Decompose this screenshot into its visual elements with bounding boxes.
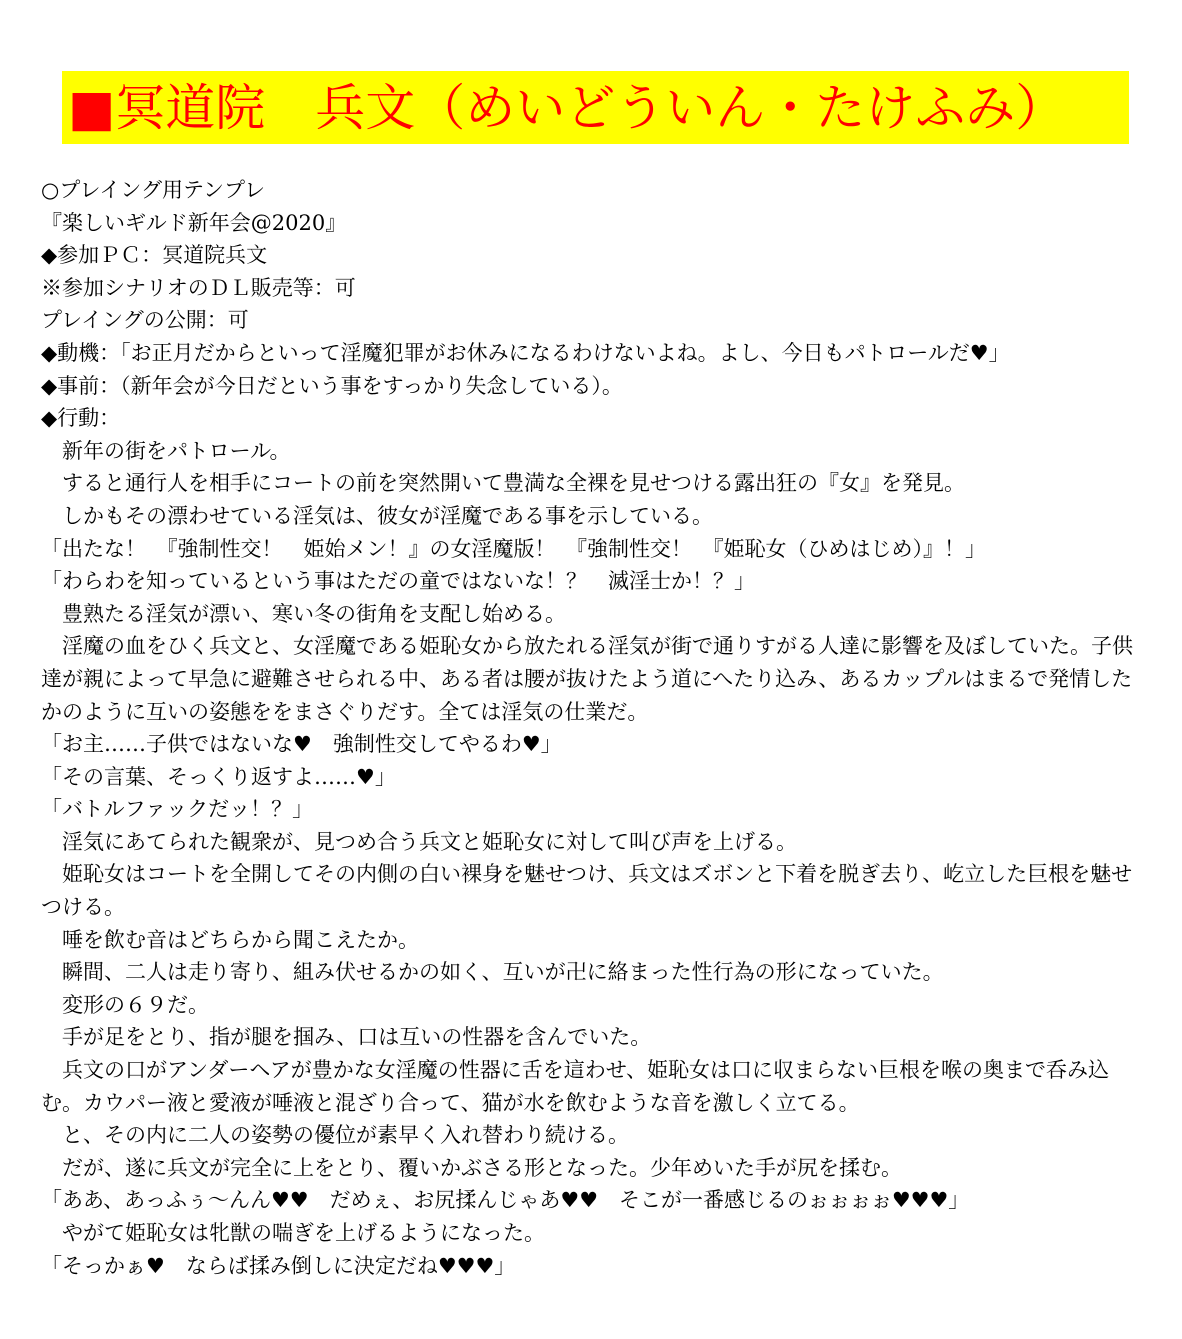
page-title: 冥道院 兵文（めいどういん・たけふみ） (115, 78, 1066, 137)
text-line: ◆参加ＰＣ：冥道院兵文 (41, 243, 268, 268)
text-line: やがて姫恥女は牝獣の喘ぎを上げるようになった。 (41, 1221, 545, 1245)
text-line: 淫魔の血をひく兵文と、女淫魔である姫恥女から放たれる淫気が街で通りすがる人達に影響を及ぼしていた。子供達が親によって早急に避難させられる中、ある者は腰が抜けたよう道にへたり込み、あるカップルはまるで発情したかのように互いの姿態ををまさぐりだす。全ては淫気の仕業だ。 (41, 634, 1133, 724)
text-line: 変形の６９だ。 (41, 992, 209, 1017)
text-line: ○プレイング用テンプレ (41, 178, 266, 202)
red-square-icon: ■ (68, 78, 116, 137)
text-line: 「わらわを知っているという事はただの童ではないな！？ 滅淫士か！？」 (41, 569, 755, 594)
text-line: しかもその漂わせている淫気は、彼女が淫魔である事を示している。 (41, 503, 713, 528)
text-line: 豊熟たる淫気が漂い、寒い冬の街角を支配し始める。 (41, 601, 566, 626)
text-line: 「ああ、あっふぅ～んん♥♥ だめぇ、お尻揉んじゃあ♥♥ そこが一番感じるのぉぉぉぉ♥♥♥」 (41, 1188, 970, 1213)
text-line: すると通行人を相手にコートの前を突然開いて豊満な全裸を見せつける露出狂の『女』を発見。 (41, 471, 965, 496)
document-body (41, 174, 1145, 1334)
text-line: だが、遂に兵文が完全に上をとり、覆いかぶさる形となった。少年めいた手が尻を揉む。 (41, 1155, 902, 1180)
text-line: 手が足をとり、指が腿を掴み、口は互いの性器を含んでいた。 (41, 1025, 652, 1050)
text-line: ◆事前：（新年会が今日だという事をすっかり失念している）。 (41, 373, 623, 398)
text-line: 「出たな！ 『強制性交！ 姫始メン！』の女淫魔版！ 『強制性交！ 『姫恥女（ひめはじめ）』！」 (41, 536, 986, 561)
text-line: 姫恥女はコートを全開してその内側の白い裸身を魅せつけ、兵文はズボンと下着を脱ぎ去り、屹立した巨根を魅せつける。 (41, 862, 1133, 920)
text-line: ※参加シナリオのＤＬ販売等：可 (41, 275, 356, 300)
title-banner (62, 71, 1129, 144)
text-line: 「そっかぁ♥ ならば揉み倒しに決定だね♥♥♥」 (41, 1253, 516, 1278)
text-line: 「バトルファックだッ！？」 (41, 797, 314, 822)
text-line: 『楽しいギルド新年会@2020』 (41, 210, 347, 235)
text-line: プレイングの公開：可 (41, 308, 249, 333)
text-line: 淫気にあてられた観衆が、見つめ合う兵文と姫恥女に対して叫び声を上げる。 (41, 829, 797, 854)
text-line: 「その言葉、そっくり返すよ……♥」 (41, 764, 396, 789)
text-line: ◆行動： (41, 406, 121, 431)
text-line: 瞬間、二人は走り寄り、組み伏せるかの如く、互いが卍に絡まった性行為の形になっていた。 (41, 960, 944, 985)
text-line: 新年の街をパトロール。 (41, 438, 291, 463)
text-line: と、その内に二人の姿勢の優位が素早く入れ替わり続ける。 (41, 1123, 629, 1148)
text-line: 「お主……子供ではないな♥ 強制性交してやるわ♥」 (41, 732, 562, 757)
text-line: 兵文の口がアンダーヘアが豊かな女淫魔の性器に舌を這わせ、姫恥女は口に収まらない巨根を喉の奥まで呑み込む。カウパー液と愛液が唾液と混ざり合って、猫が水を飲むような音を激しく立てる。 (41, 1058, 1110, 1115)
text-line: ◆動機：「お正月だからといって淫魔犯罪がお休みになるわけないよね。よし、今日もパトロールだ♥」 (41, 340, 1010, 365)
text-line: 唾を飲む音はどちらから聞こえたか。 (41, 927, 419, 952)
